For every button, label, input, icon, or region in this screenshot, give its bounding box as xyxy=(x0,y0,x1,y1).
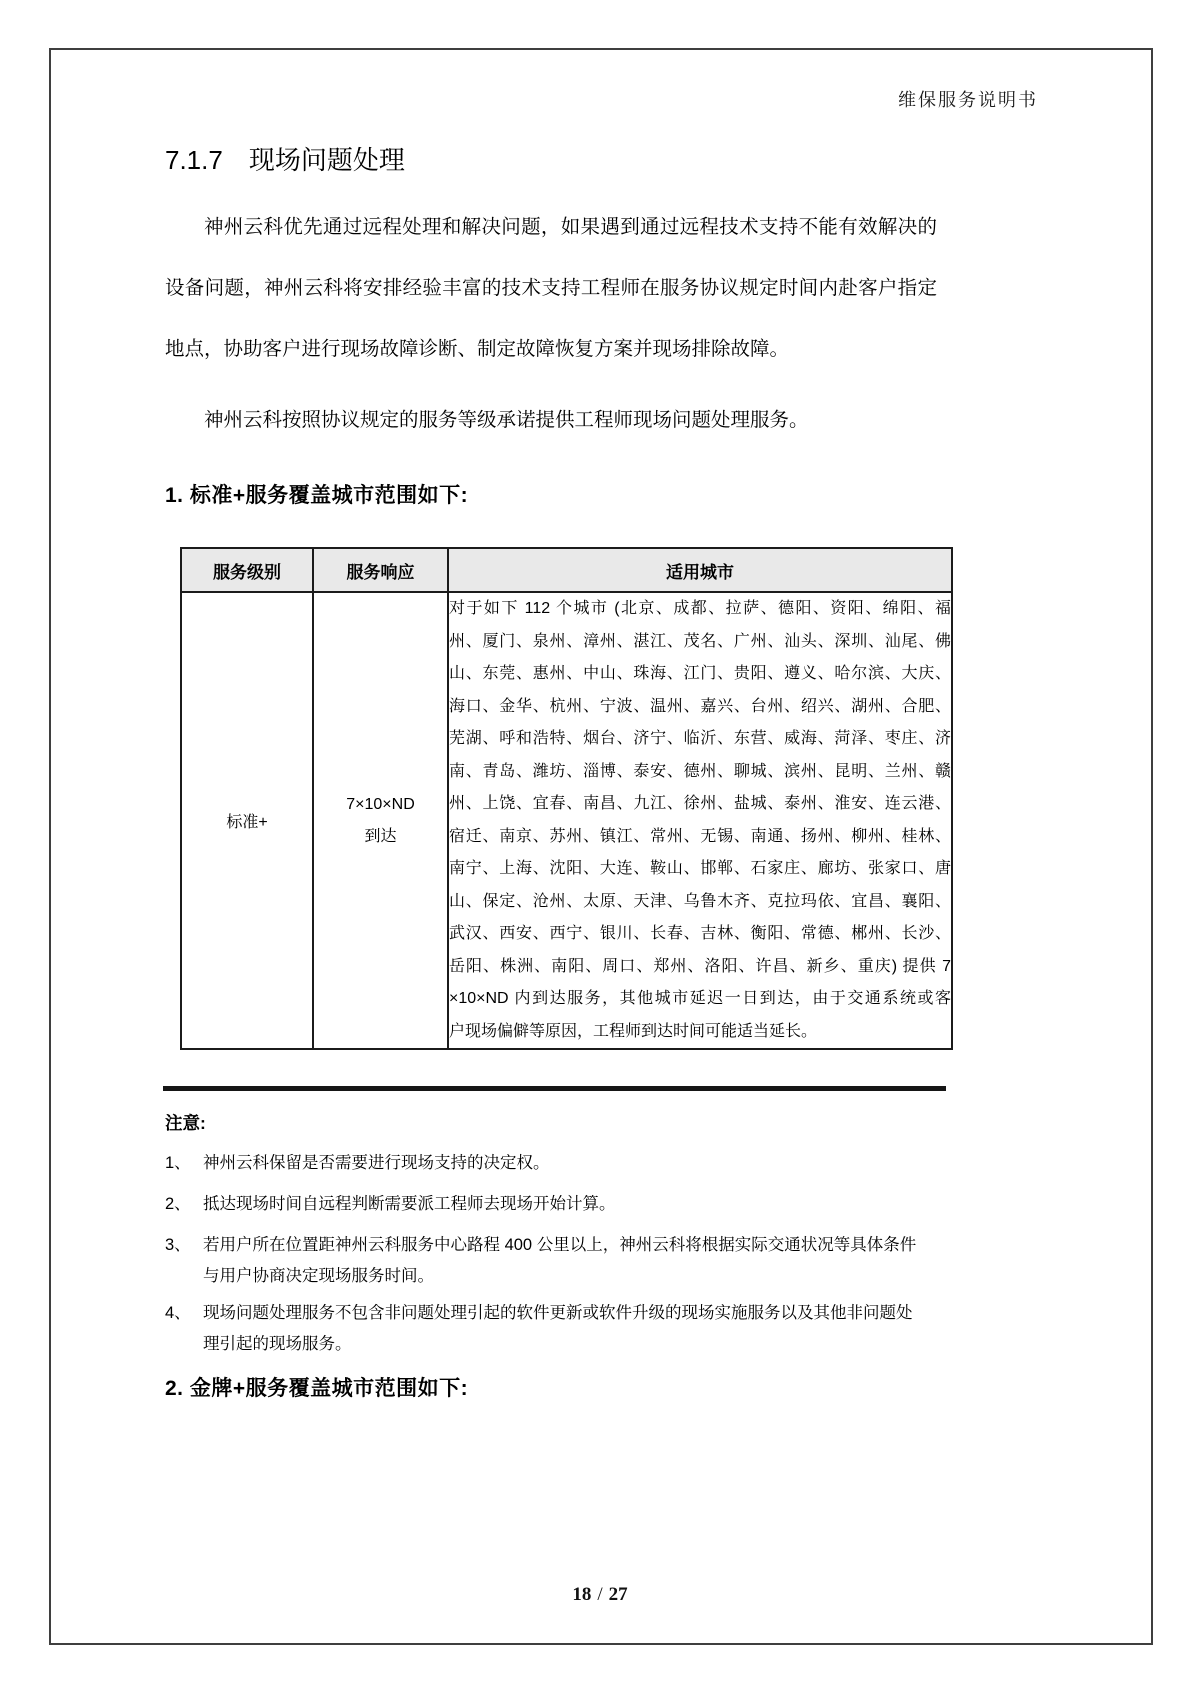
note-item-3 xyxy=(165,1230,951,1292)
response-line: 到达 xyxy=(364,827,397,845)
cities-line: 芜湖、呼和浩特、烟台、济宁、临沂、东营、威海、菏泽、枣庄、济 xyxy=(449,730,951,747)
list-heading-gold-plus: 2. 金牌+服务覆盖城市范围如下: xyxy=(165,1377,469,1400)
note-number: 2、 xyxy=(165,1195,191,1213)
note-number: 3、 xyxy=(165,1236,191,1254)
service-coverage-table xyxy=(180,547,953,1050)
column-header-applicable-cities: 适用城市 xyxy=(448,548,952,592)
cities-line: 对于如下 112 个城市 (北京、成都、拉萨、德阳、资阳、绵阳、福 xyxy=(449,600,951,617)
notes-title: 注意: xyxy=(165,1113,206,1133)
cities-line: 宿迁、南京、苏州、镇江、常州、无锡、南通、扬州、柳州、桂林、 xyxy=(449,827,951,845)
note-line: 理引起的现场服务。 xyxy=(203,1335,352,1353)
section-number: 7.1.7 xyxy=(165,145,223,175)
paragraph-line: 神州云科优先通过远程处理和解决问题，如果遇到通过远程技术支持不能有效解决的 xyxy=(204,216,937,238)
paragraph-line: 地点，协助客户进行现场故障诊断、制定故障恢复方案并现场排除故障。 xyxy=(165,338,790,360)
section-heading xyxy=(165,140,405,177)
cities-line: 州、上饶、宜春、南昌、九江、徐州、盐城、泰州、淮安、连云港、 xyxy=(449,795,951,812)
note-item-4 xyxy=(165,1298,951,1360)
note-item-2 xyxy=(165,1189,951,1220)
applicable-cities-cell xyxy=(448,592,952,1049)
note-number: 4、 xyxy=(165,1304,191,1322)
cities-line: 南、青岛、潍坊、淄博、泰安、德州、聊城、滨州、昆明、兰州、赣 xyxy=(449,762,951,780)
cities-line: 山、东莞、惠州、中山、珠海、江门、贵阳、遵义、哈尔滨、大庆、 xyxy=(449,665,951,682)
note-item-1 xyxy=(165,1148,951,1179)
cities-line: 户现场偏僻等原因，工程师到达时间可能适当延长。 xyxy=(449,1022,818,1040)
paragraph-line: 神州云科按照协议规定的服务等级承诺提供工程师现场问题处理服务。 xyxy=(204,409,809,431)
section-title: 现场问题处理 xyxy=(248,145,405,175)
note-line: 抵达现场时间自远程判断需要派工程师去现场开始计算。 xyxy=(203,1195,616,1213)
intro-paragraph-1 xyxy=(165,214,937,397)
paragraph-line: 设备问题，神州云科将安排经验丰富的技术支持工程师在服务协议规定时间内赴客户指定 xyxy=(165,277,937,299)
note-number: 1、 xyxy=(165,1154,191,1172)
cities-line: ×10×ND 内到达服务，其他城市延迟一日到达，由于交通系统或客 xyxy=(449,990,951,1007)
list-heading-standard-plus: 1. 标准+服务覆盖城市范围如下: xyxy=(165,484,469,507)
cities-line: 州、厦门、泉州、漳州、湛江、茂名、广州、汕头、深圳、汕尾、佛 xyxy=(449,632,951,650)
page-number-total: 27 xyxy=(608,1584,628,1605)
note-line: 神州云科保留是否需要进行现场支持的决定权。 xyxy=(203,1154,550,1172)
note-line: 若用户所在位置距神州云科服务中心路程 400 公里以上，神州云科将根据实际交通状况等具体条件 xyxy=(203,1236,917,1254)
service-response-cell xyxy=(313,592,448,1049)
cities-line: 南宁、上海、沈阳、大连、鞍山、邯郸、石家庄、廊坊、张家口、唐 xyxy=(449,860,951,877)
page-number-separator: / xyxy=(597,1584,603,1605)
column-header-service-response: 服务响应 xyxy=(313,548,448,592)
cities-line: 山、保定、沧州、太原、天津、乌鲁木齐、克拉玛依、宜昌、襄阳、 xyxy=(449,892,951,910)
note-line: 现场问题处理服务不包含非问题处理引起的软件更新或软件升级的现场实施服务以及其他非问题处 xyxy=(203,1304,913,1322)
response-line: 7×10×ND xyxy=(346,795,415,813)
cities-line: 武汉、西安、西宁、银川、长春、吉林、衡阳、常德、郴州、长沙、 xyxy=(449,925,951,942)
table-header-row xyxy=(181,548,952,592)
column-header-service-level: 服务级别 xyxy=(181,548,313,592)
divider-rule xyxy=(163,1086,946,1091)
service-level-cell: 标准+ xyxy=(181,592,313,1049)
page-number-current: 18 xyxy=(572,1584,592,1605)
page-footer xyxy=(0,1584,1200,1606)
note-line: 与用户协商决定现场服务时间。 xyxy=(203,1267,434,1285)
intro-paragraph-2 xyxy=(165,407,937,468)
table-row xyxy=(181,592,952,1049)
cities-line: 岳阳、株洲、南阳、周口、郑州、洛阳、许昌、新乡、重庆) 提供 7 xyxy=(449,957,951,975)
document-header-title: 维保服务说明书 xyxy=(898,90,1038,110)
cities-line: 海口、金华、杭州、宁波、温州、嘉兴、台州、绍兴、湖州、合肥、 xyxy=(449,697,951,715)
